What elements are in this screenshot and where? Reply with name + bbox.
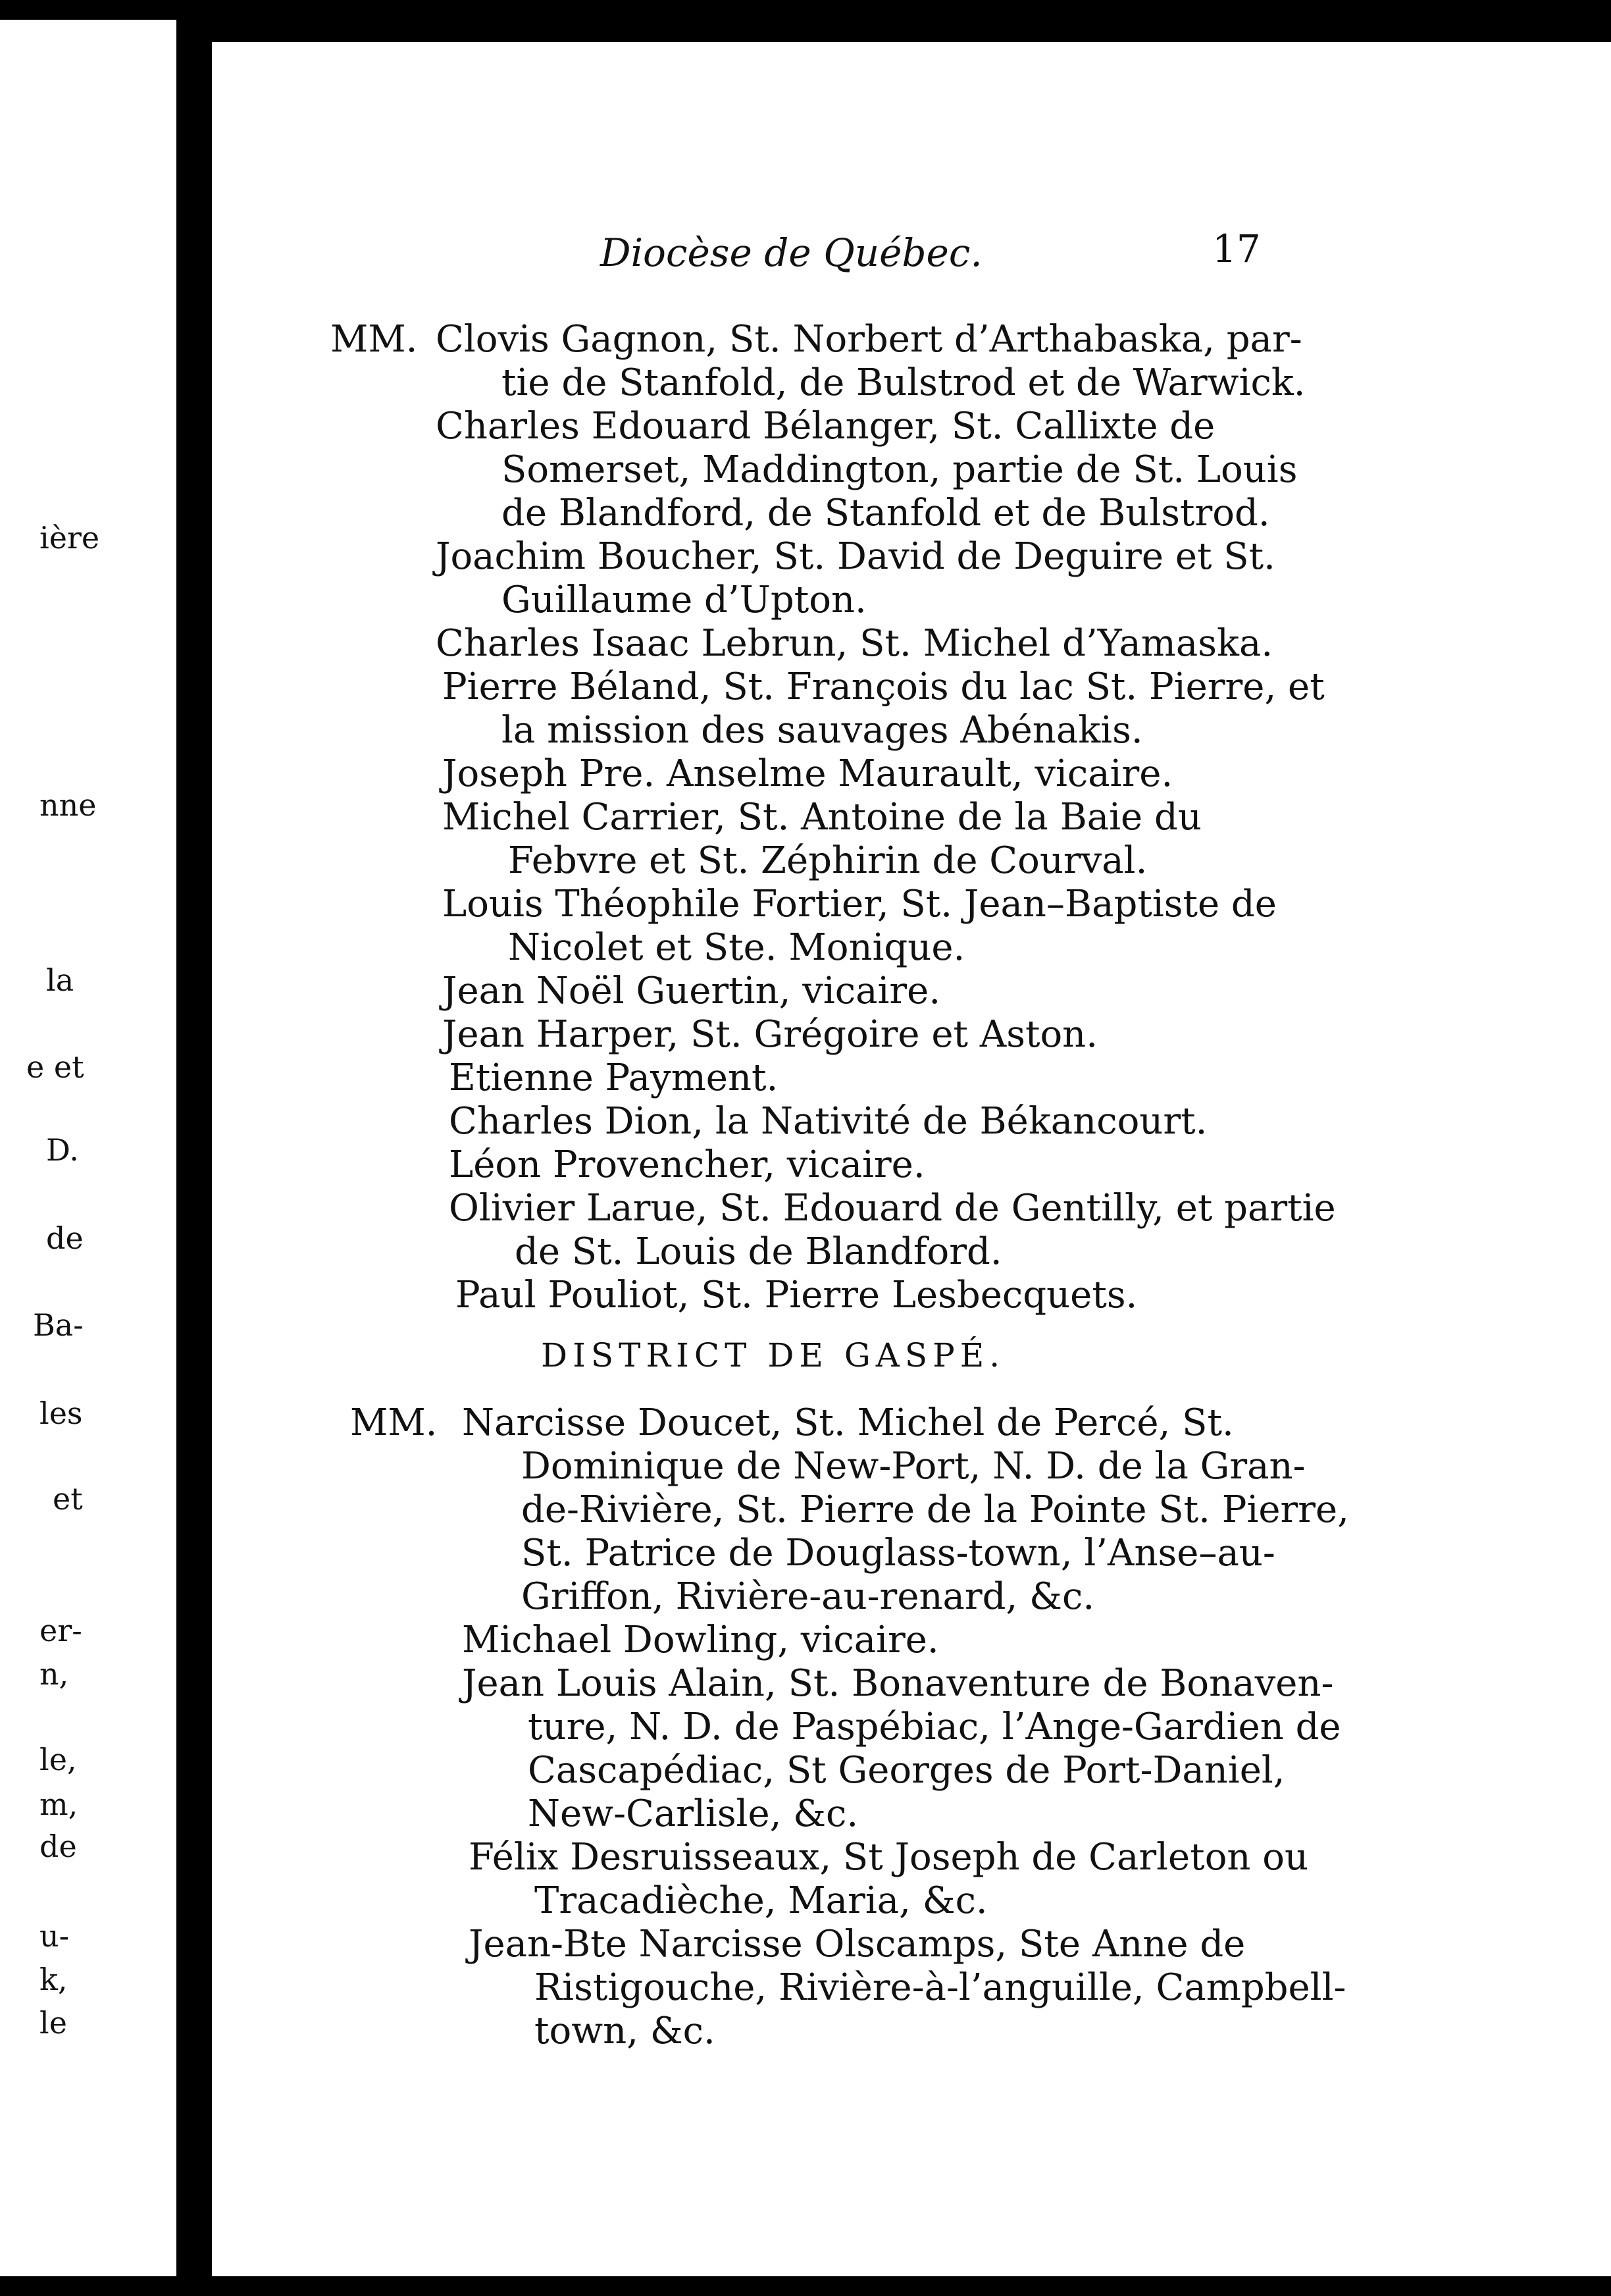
entry-line: Louis Théophile Fortier, St. Jean–Baptiste de: [442, 883, 1277, 926]
document-page: [212, 42, 1611, 2276]
margin-fragment: D.: [46, 1132, 79, 1168]
entry-line: Cascapédiac, St Georges de Port-Daniel,: [528, 1749, 1285, 1792]
entry-line: Febvre et St. Zéphirin de Courval.: [508, 839, 1148, 882]
entry-line: Charles Isaac Lebrun, St. Michel d’Yamaska.: [436, 622, 1273, 665]
margin-fragment: de: [46, 1220, 84, 1256]
running-head: Diocèse de Québec.: [600, 230, 983, 275]
entry-line: St. Patrice de Douglass-town, l’Anse–au-: [521, 1532, 1275, 1575]
entry-line: Narcisse Doucet, St. Michel de Percé, St.: [462, 1401, 1234, 1444]
entry-line: la mission des sauvages Abénakis.: [501, 709, 1143, 752]
margin-fragment: e et: [26, 1049, 84, 1085]
margin-fragment: la: [46, 962, 74, 998]
entry-line: Jean Harper, St. Grégoire et Aston.: [442, 1013, 1098, 1056]
margin-fragment: nne: [39, 787, 97, 823]
margin-fragment: les: [39, 1396, 83, 1431]
entry-line: Guillaume d’Upton.: [501, 579, 867, 621]
entry-line: Jean Noël Guertin, vicaire.: [442, 970, 941, 1012]
entry-line: town, &c.: [534, 2010, 715, 2052]
margin-fragment: Ba-: [33, 1307, 84, 1343]
margin-fragment: m,: [39, 1787, 78, 1822]
entry-line: de St. Louis de Blandford.: [515, 1230, 1002, 1273]
entry-line: Olivier Larue, St. Edouard de Gentilly, et partie: [449, 1187, 1336, 1230]
entry-line: Charles Edouard Bélanger, St. Callixte de: [436, 405, 1215, 448]
entry-line: Joseph Pre. Anselme Maurault, vicaire.: [442, 752, 1173, 795]
entry-line: de Blandford, de Stanfold et de Bulstrod.: [501, 492, 1270, 535]
entry-line: Tracadièche, Maria, &c.: [534, 1879, 988, 1922]
entry-line: Nicolet et Ste. Monique.: [508, 926, 965, 969]
entry-line: Jean-Bte Narcisse Olscamps, Ste Anne de: [469, 1923, 1246, 1966]
entry-line: New-Carlisle, &c.: [528, 1792, 859, 1835]
mm-label: MM.: [330, 318, 418, 361]
entry-line: Charles Dion, la Nativité de Békancourt.: [449, 1100, 1208, 1143]
margin-fragment: u-: [39, 1918, 70, 1954]
entry-line: Somerset, Maddington, partie de St. Louis: [501, 448, 1298, 491]
entry-line: Michael Dowling, vicaire.: [462, 1619, 939, 1661]
mm-label: MM.: [350, 1401, 438, 1444]
entry-line: de-Rivière, St. Pierre de la Pointe St. Pierre,: [521, 1488, 1349, 1531]
margin-fragment: ière: [39, 520, 100, 556]
margin-fragment: er-: [39, 1613, 82, 1648]
entry-line: Ristigouche, Rivière-à-l’anguille, Campbell-: [534, 1966, 1346, 2009]
entry-line: Félix Desruisseaux, St Joseph de Carleton ou: [469, 1836, 1309, 1879]
entry-line: Griffon, Rivière-au-renard, &c.: [521, 1575, 1095, 1618]
margin-fragment: le: [39, 2005, 67, 2041]
entry-line: Paul Pouliot, St. Pierre Lesbecquets.: [455, 1274, 1138, 1317]
district-heading: DISTRICT DE GASPÉ.: [541, 1336, 1006, 1374]
page-number: 17: [1212, 226, 1261, 271]
facing-page-edge: [0, 20, 176, 2276]
entry-line: Pierre Béland, St. François du lac St. Pierre, et: [442, 665, 1325, 708]
entry-line: Léon Provencher, vicaire.: [449, 1143, 925, 1186]
entry-line: tie de Stanfold, de Bulstrod et de Warwick.: [501, 361, 1306, 404]
margin-fragment: le,: [39, 1742, 77, 1777]
margin-fragment: k,: [39, 1962, 68, 1997]
margin-fragment: n,: [39, 1656, 69, 1692]
entry-line: Clovis Gagnon, St. Norbert d’Arthabaska, par-: [436, 318, 1302, 361]
entry-line: Dominique de New-Port, N. D. de la Gran-: [521, 1445, 1306, 1488]
entry-line: Michel Carrier, St. Antoine de la Baie du: [442, 796, 1202, 839]
entry-line: ture, N. D. de Paspébiac, l’Ange-Gardien de: [528, 1706, 1341, 1748]
entry-line: Etienne Payment.: [449, 1057, 779, 1099]
entry-line: Jean Louis Alain, St. Bonaventure de Bonaven-: [462, 1662, 1334, 1705]
margin-fragment: de: [39, 1829, 77, 1864]
entry-line: Joachim Boucher, St. David de Deguire et St.: [436, 535, 1275, 578]
margin-fragment: et: [53, 1481, 83, 1517]
